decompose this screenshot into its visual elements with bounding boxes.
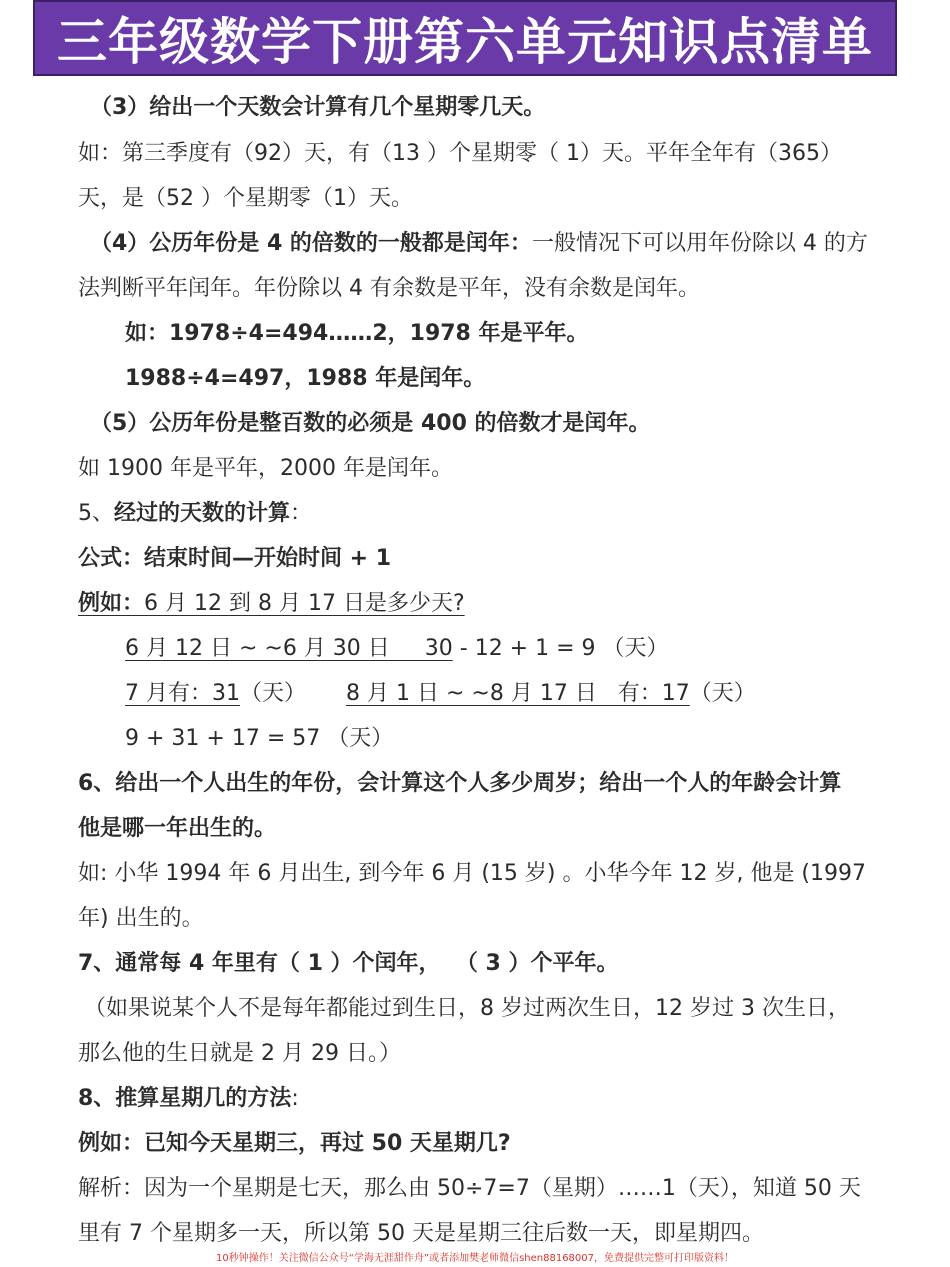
paragraph-line: 解析：因为一个星期是七天，那么由 50÷7=7（星期）……1（天），知道 50 天 [78, 1176, 861, 1201]
example-question: 例如：已知今天星期三，再过 50 天星期几? [78, 1131, 511, 1156]
paragraph-line: 天，是（52 ）个星期零（1）天。 [78, 186, 413, 211]
title-banner [33, 0, 897, 76]
calc-unit: （天） [689, 681, 756, 706]
section-number: 5、 [78, 501, 114, 526]
example-line: 1988÷4=497，1988 年是闰年。 [125, 366, 486, 391]
calc-total: 9 + 31 + 17 = 57 （天） [125, 726, 394, 751]
section-title: 经过的天数的计算 [114, 501, 291, 526]
example-question [78, 589, 465, 619]
calc-rest: - 12 + 1 = 9 （天） [452, 636, 669, 661]
paragraph-line: 法判断平年闰年。年份除以 4 有余数是平年，没有余数是闰年。 [78, 276, 700, 301]
section-6-heading: 6、给出一个人出生的年份，会计算这个人多少周岁；给出一个人的年龄会计算 [78, 771, 842, 796]
point-3-heading: （3）给出一个天数会计算有几个星期零几天。 [90, 95, 546, 120]
section-5-heading [78, 499, 312, 529]
section-7-heading: 7、通常每 4 年里有（ 1 ）个闰年， （ 3 ）个平年。 [78, 951, 619, 976]
calc-august: 8 月 1 日 ~ ~8 月 17 日 有：17 [346, 681, 690, 706]
point-5-heading: （5）公历年份是整百数的必须是 400 的倍数才是闰年。 [90, 411, 651, 436]
calc-line [125, 634, 669, 664]
section-8-heading [78, 1084, 299, 1114]
paragraph-line: 如 1900 年是平年，2000 年是闰年。 [78, 456, 453, 481]
calc-july: 7 月有：31 [125, 681, 240, 706]
section-title: 8、推算星期几的方法 [78, 1086, 292, 1111]
paragraph-line: 如：第三季度有（92）天，有（13 ）个星期零（ 1）天。平年全年有（365） [78, 141, 842, 166]
point-4-bold: （4）公历年份是 4 的倍数的一般都是闰年： [90, 231, 532, 256]
section-colon: : [291, 1086, 299, 1111]
example-text: 6 月 12 到 8 月 17 日是多少天? [144, 591, 465, 616]
footer-notice: 10秒钟操作！关注微信公众号“学海无涯甜作舟”或者添加樊老师微信shen88168007，免费提供完整可打印版资料！ [215, 1253, 735, 1264]
point-4-text: 一般情况下可以用年份除以 4 的方 [531, 231, 868, 256]
example-line: 如：1978÷4=494……2，1978 年是平年。 [125, 321, 589, 346]
paragraph-line: 如: 小华 1994 年 6 月出生, 到今年 6 月 (15 岁) 。小华今年 12 岁, 他是 (1997 [78, 861, 867, 886]
page-title: 三年级数学下册第六单元知识点清单 [57, 13, 873, 71]
point-4-heading [90, 229, 868, 259]
example-label: 例如： [78, 591, 145, 616]
paragraph-line: 年) 出生的。 [78, 906, 204, 931]
paragraph-line: 里有 7 个星期多一天，所以第 50 天是星期三往后数一天，即星期四。 [78, 1221, 764, 1246]
calc-unit: （天） [240, 681, 307, 706]
section-6-heading-cont: 他是哪一年出生的。 [78, 816, 277, 841]
calc-line [125, 679, 756, 709]
section-colon: ： [290, 501, 313, 526]
paragraph-line: 那么他的生日就是 2 月 29 日。） [78, 1041, 401, 1066]
paragraph-line: （如果说某个人不是每年都能过到生日，8 岁过两次生日，12 岁过 3 次生日， [84, 996, 850, 1021]
calc-underlined: 6 月 12 日 ~ ~6 月 30 日 30 [125, 636, 453, 661]
formula-line: 公式：结束时间—开始时间 + 1 [78, 546, 392, 571]
